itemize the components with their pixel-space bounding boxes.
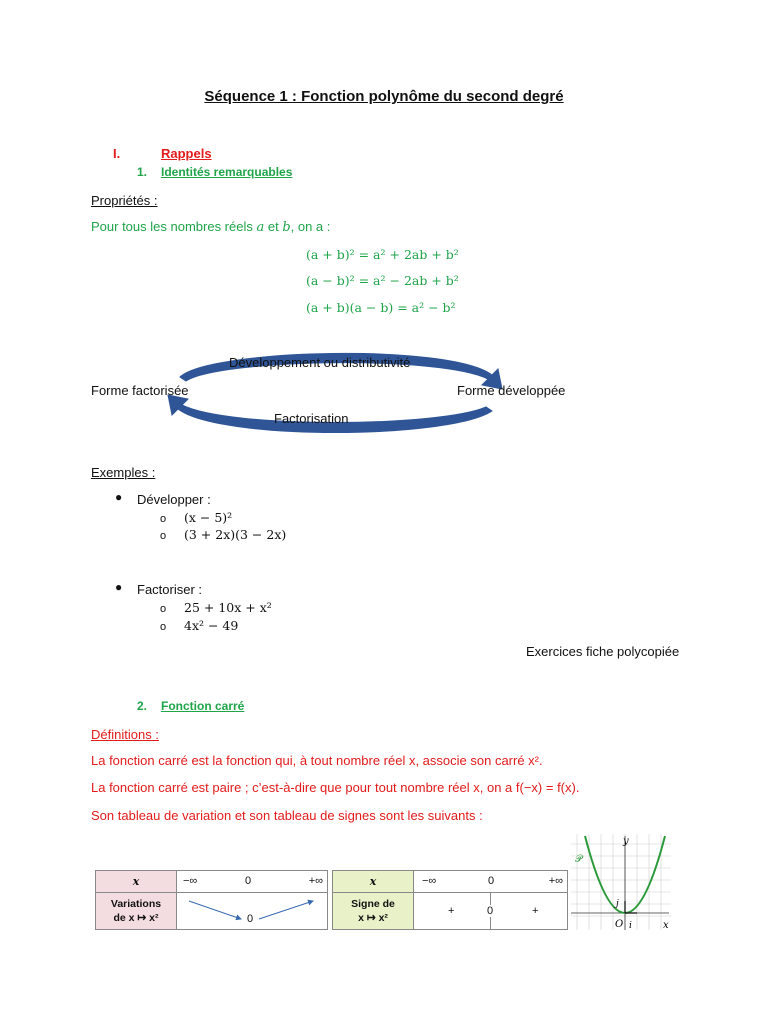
- factoriser-item-2: 4x² − 49: [184, 618, 239, 633]
- circle-bullet-icon: o: [160, 621, 167, 633]
- var-pos-inf: +∞: [308, 875, 323, 887]
- factoriser-label: Factoriser :: [137, 582, 203, 597]
- sign-pos-inf: +∞: [548, 875, 563, 887]
- exemples-label: Exemples :: [91, 465, 156, 480]
- circle-bullet-icon: o: [160, 513, 167, 525]
- identity-3: (a + b)(a − b) = a² − b²: [306, 300, 456, 315]
- parabola-graph: [571, 834, 671, 930]
- decreasing-arrow: [189, 901, 241, 919]
- exercices-note: Exercices fiche polycopiée: [526, 644, 680, 659]
- diagram-top-label: Développement ou distributivité: [229, 355, 411, 370]
- curve-label: 𝒫: [575, 854, 583, 865]
- subsection-number: 2.: [137, 699, 148, 713]
- sign-plus-left: +: [448, 905, 455, 917]
- identity-1: (a + b)² = a² + 2ab + b²: [306, 247, 459, 262]
- sign-x-header: x: [333, 871, 414, 893]
- diagram-left-label: Forme factorisée: [91, 383, 189, 398]
- sign-x-values: [414, 871, 568, 893]
- developper-item-2: (3 + 2x)(3 − 2x): [184, 527, 287, 542]
- page-title: Séquence 1 : Fonction polynôme du second degré: [204, 88, 564, 105]
- diagram-bottom-label: Factorisation: [274, 411, 349, 426]
- var-zero: 0: [245, 875, 252, 887]
- section-title: Rappels: [161, 146, 212, 161]
- definition-3: Son tableau de variation et son tableau de signes sont les suivants :: [91, 808, 483, 823]
- developper-item-1: (x − 5)²: [184, 510, 233, 525]
- definitions-label: Définitions :: [91, 727, 159, 742]
- x-axis-label: x: [663, 920, 669, 930]
- subsection-number: 1.: [137, 165, 148, 179]
- bullet-icon: ●: [115, 580, 123, 594]
- variation-table: [95, 870, 328, 930]
- var-x-values: [177, 871, 328, 893]
- definition-2: La fonction carré est paire ; c’est-à-dire que pour tout nombre réel x, on a f(−x) = f(x).: [91, 780, 580, 795]
- sign-plus-right: +: [532, 905, 539, 917]
- sign-table: [332, 870, 568, 930]
- circle-bullet-icon: o: [160, 603, 167, 615]
- var-min-value: 0: [247, 913, 254, 925]
- i-label: i: [629, 921, 632, 930]
- bullet-icon: ●: [115, 490, 123, 504]
- identity-2: (a − b)² = a² − 2ab + b²: [306, 273, 459, 288]
- section-number: I.: [113, 146, 121, 161]
- circle-bullet-icon: o: [160, 530, 167, 542]
- subsection-title: Identités remarquables: [161, 165, 293, 179]
- definition-1: La fonction carré est la fonction qui, à tout nombre réel x, associe son carré x².: [91, 753, 543, 768]
- var-x-header: x: [96, 871, 177, 893]
- increasing-arrow: [259, 901, 313, 919]
- diagram-right-label: Forme développée: [457, 383, 566, 398]
- proprietes-label: Propriétés :: [91, 193, 158, 208]
- factoriser-item-1: 25 + 10x + x²: [184, 600, 272, 615]
- sign-values-cell: [414, 893, 568, 930]
- developper-label: Développer :: [137, 492, 211, 507]
- sign-neg-inf: −∞: [422, 875, 437, 887]
- y-axis-label: y: [623, 836, 629, 847]
- parabola-svg: [571, 834, 671, 930]
- var-neg-inf: −∞: [183, 875, 198, 887]
- subsection-title: Fonction carré: [161, 699, 245, 713]
- j-label: j: [616, 899, 619, 909]
- var-row-header: Variations de x ↦ x²: [96, 893, 177, 930]
- origin-label: O: [615, 919, 624, 930]
- sign-zero: 0: [488, 875, 495, 887]
- sign-zero-value: 0: [487, 905, 494, 917]
- pour-tous-text: Pour tous les nombres réels a et b, on a :: [91, 219, 331, 235]
- sign-row-header: Signe de x ↦ x²: [333, 893, 414, 930]
- var-arrows-cell: [177, 893, 328, 930]
